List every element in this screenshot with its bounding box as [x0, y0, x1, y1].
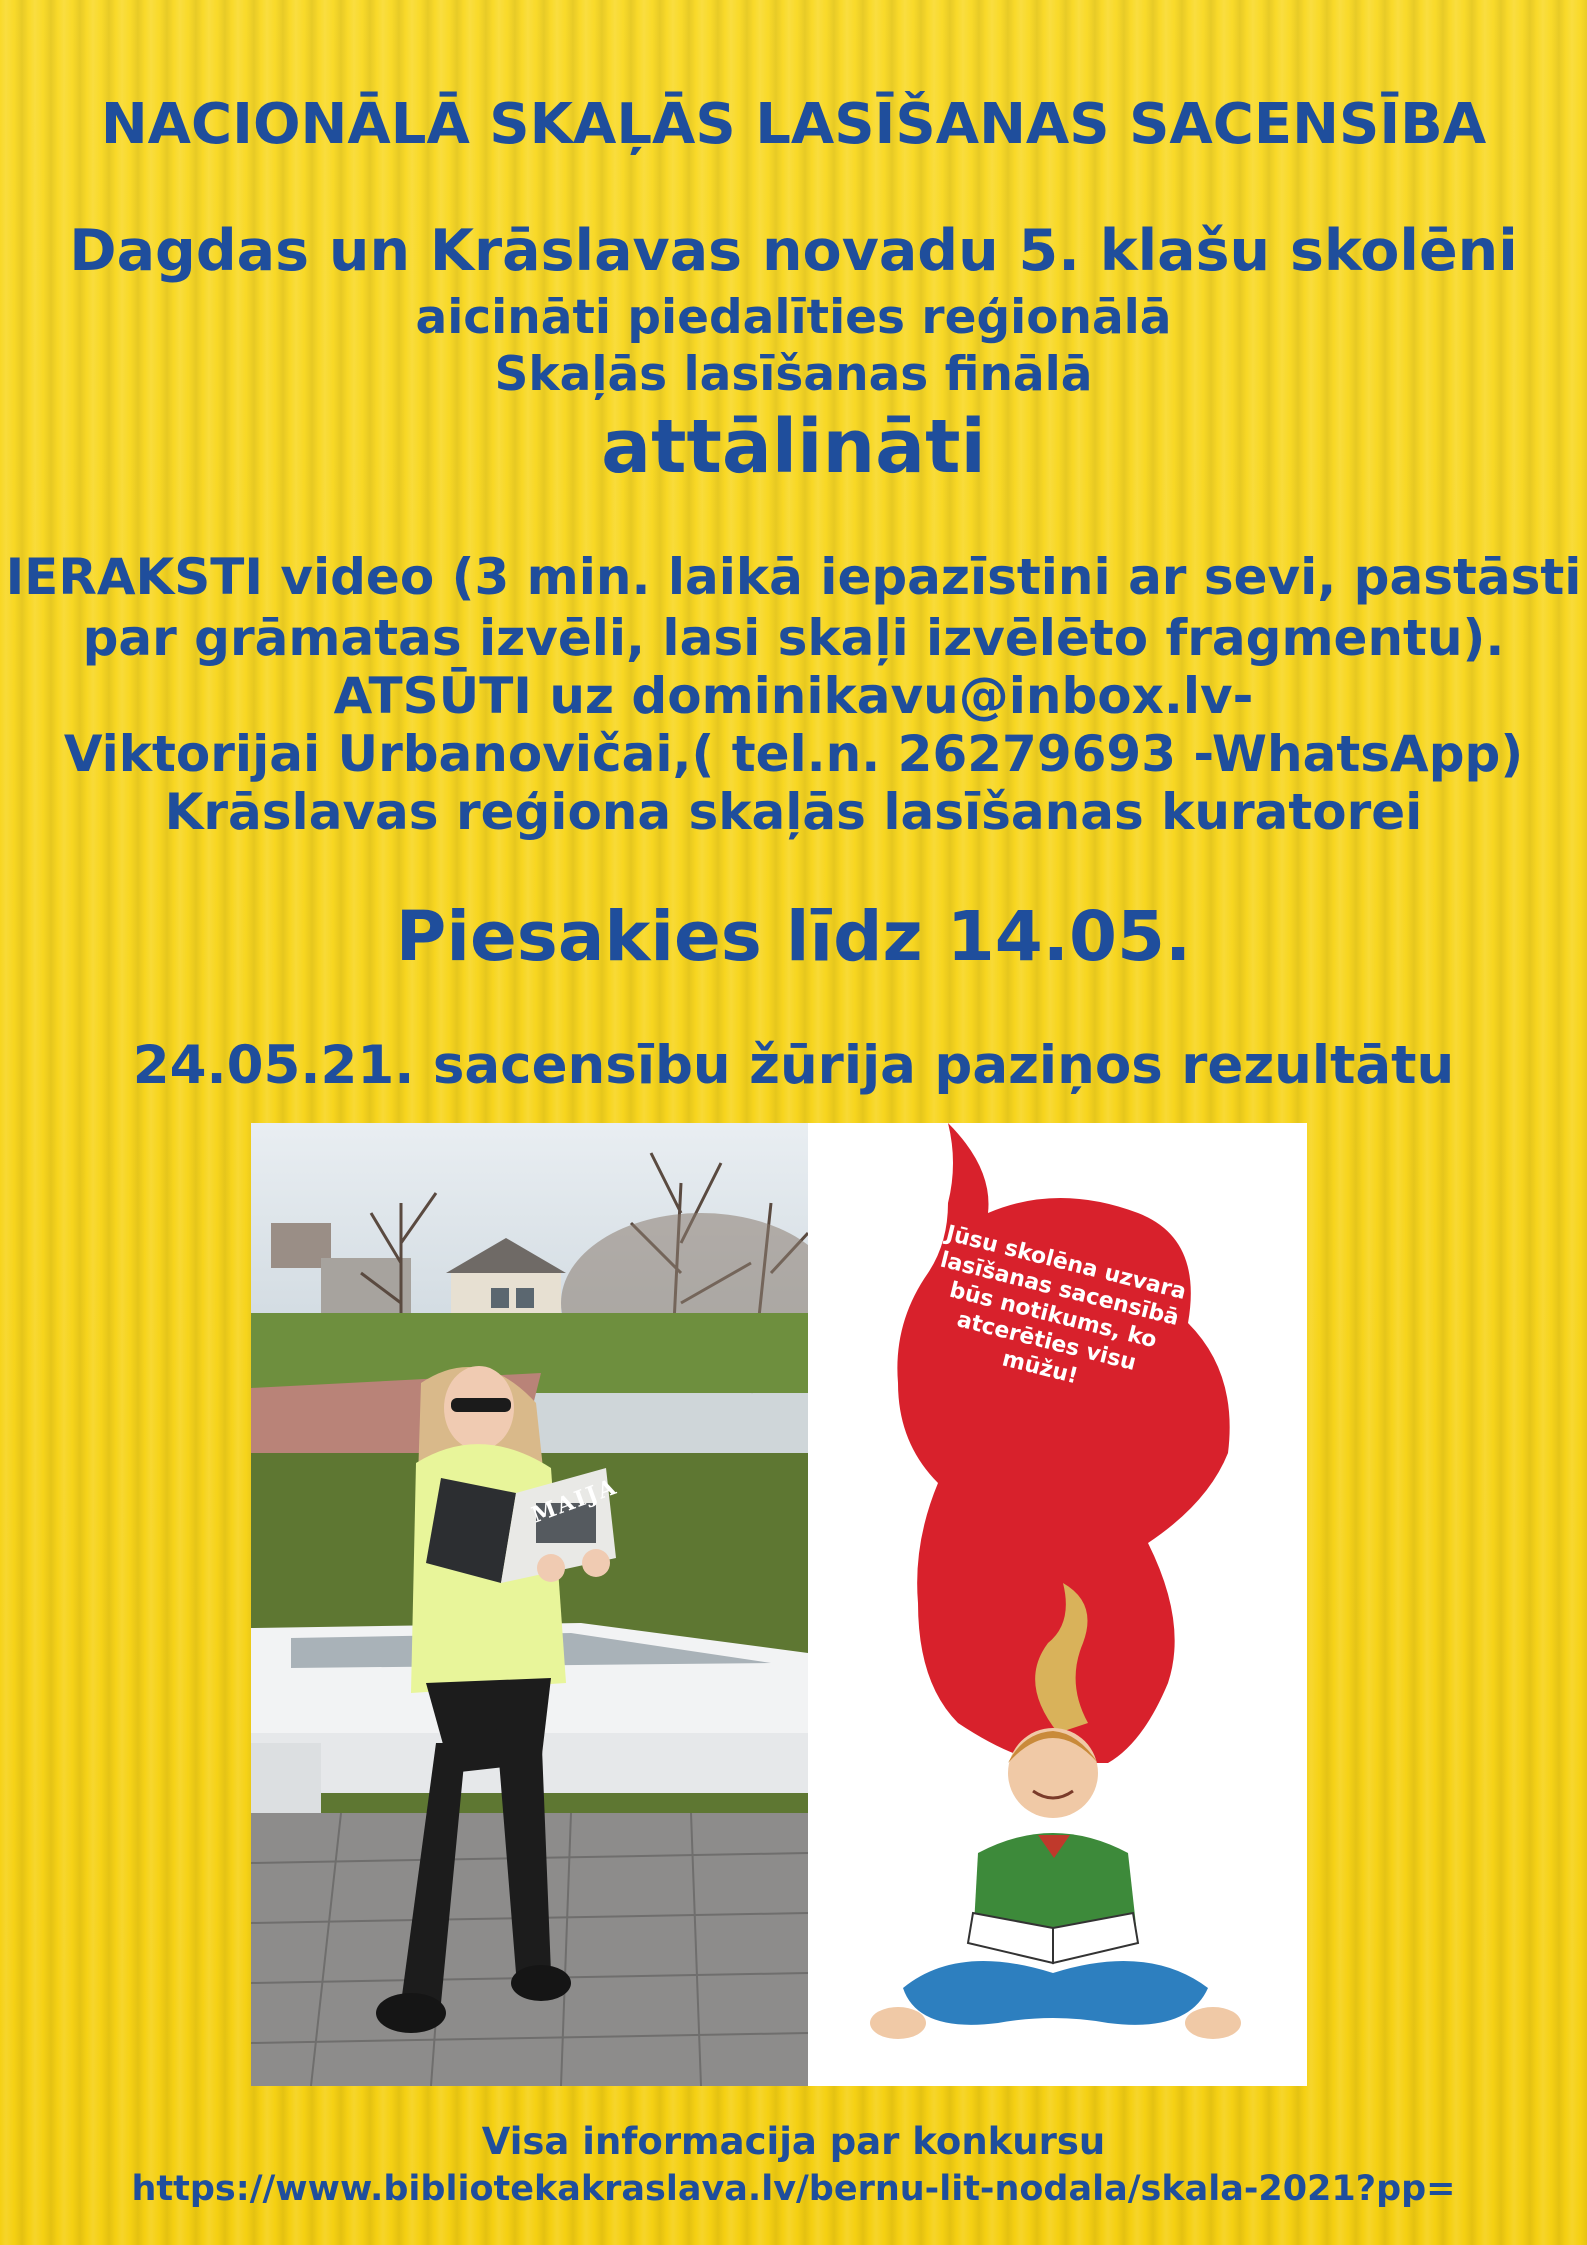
instruction-line-1: IERAKSTI video (3 min. laikā iepazīstini ar sevi, pastāsti: [5, 548, 1582, 606]
instruction-email: ATSŪTI uz dominikavu@inbox.lv-: [333, 667, 1254, 725]
poster-title: NACIONĀLĀ SKAĻĀS LASĪŠANAS SACENSĪBA: [100, 92, 1487, 157]
instruction-contact: Viktorijai Urbanovičai,( tel.n. 26279693 -WhatsApp): [63, 725, 1524, 783]
bubble-text: Jūsu skolēna uzvara lasīšanas sacensībā būs notikums, ko atcerēties visu mūžu!: [937, 1221, 1189, 1390]
book-title: MAIJA: [528, 1473, 621, 1529]
instruction-curator: Krāslavas reģiona skaļās lasīšanas kuratorei: [164, 783, 1423, 841]
instruction-line-2: par grāmatas izvēli, lasi skaļi izvēlēto fragmentu).: [82, 609, 1505, 667]
footer-url[interactable]: https://www.bibliotekakraslava.lv/bernu-lit-nodala/skala-2021?pp=: [131, 2169, 1456, 2209]
footer-info: Visa informacija par konkursu: [481, 2120, 1106, 2163]
invitation-line: aicināti piedalīties reģionālā: [415, 290, 1172, 345]
illustration-panel: [808, 1123, 1307, 2086]
target-audience: Dagdas un Krāslavas novadu 5. klašu skolēni: [69, 218, 1518, 284]
reader-photo: [251, 1123, 808, 2086]
deadline-text: Piesakies līdz 14.05.: [395, 897, 1192, 977]
remote-label: attālināti: [601, 404, 986, 490]
final-line: Skaļās lasīšanas finālā: [494, 347, 1093, 402]
results-date-text: 24.05.21. sacensību žūrija paziņos rezultātu: [132, 1035, 1455, 1096]
